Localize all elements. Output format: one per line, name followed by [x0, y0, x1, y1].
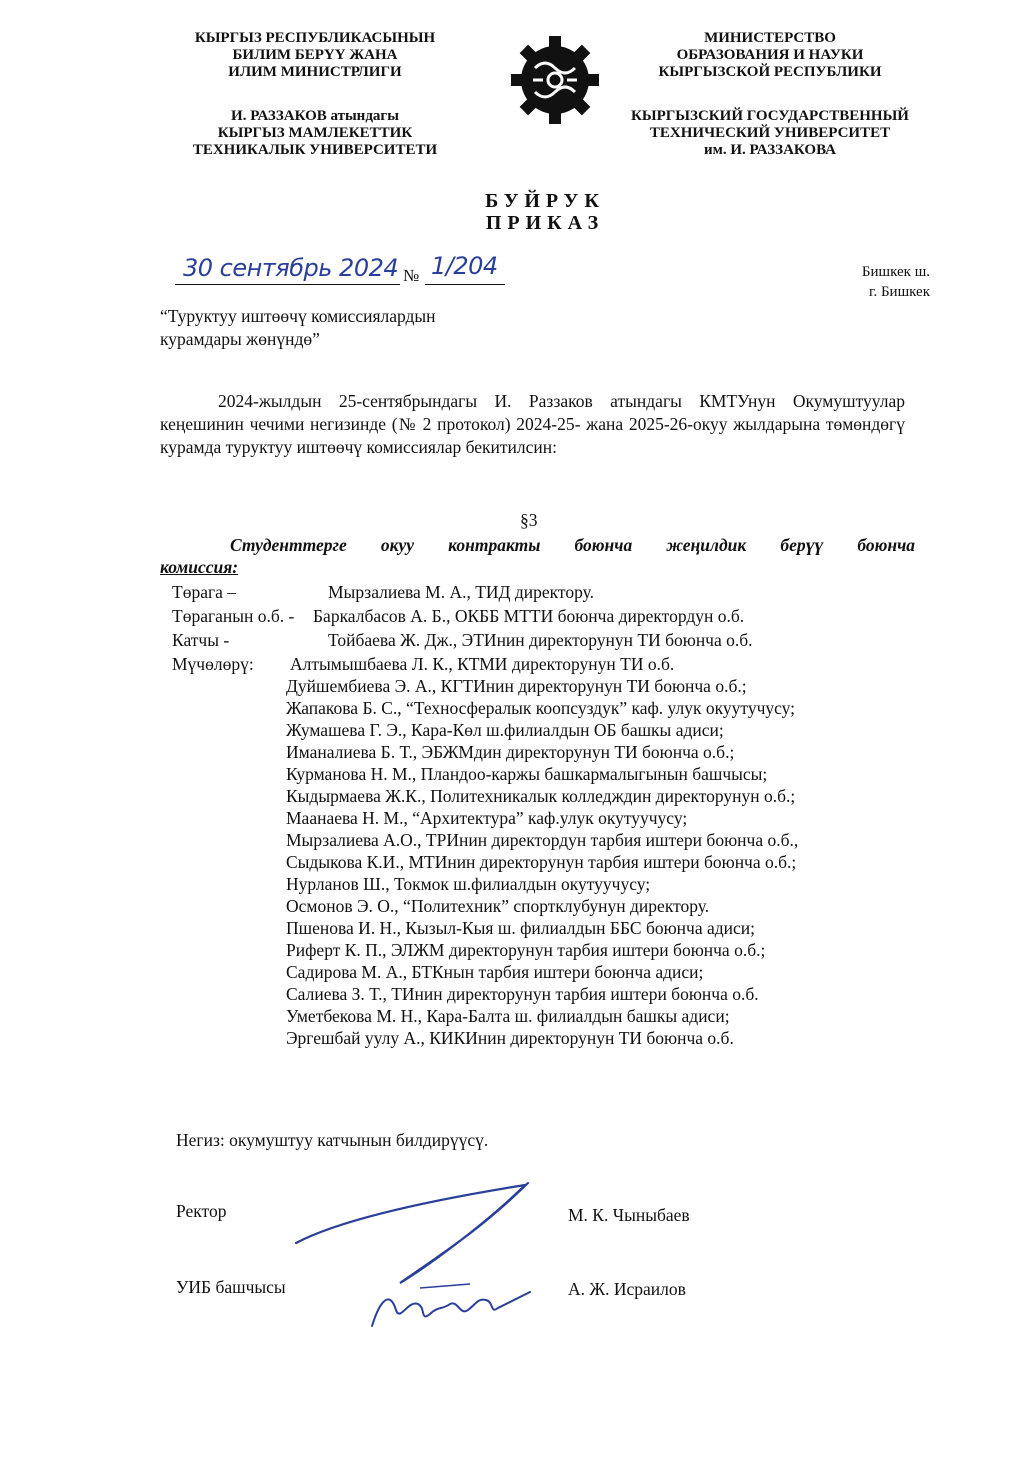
right-ministry-line-3: КЫРГЫЗСКОЙ РЕСПУБЛИКИ — [658, 64, 882, 80]
list-item: Нурланов Ш., Токмок ш.филиалдын окутуучусу; — [286, 874, 651, 894]
list-item: Жумашева Г. Э., Кара-Көл ш.филиалдын ОБ башкы адиси; — [286, 720, 724, 740]
right-university-line-3: им. И. РАЗЗАКОВА — [704, 142, 836, 158]
role-vice-chair — [172, 605, 294, 627]
document-title — [445, 190, 645, 234]
city-kg: Бишкек ш. — [861, 264, 930, 280]
list-item: Сыдыкова К.И., МТИнин директорунун тарбия иштери боюнча о.б.; — [286, 852, 797, 872]
role-secretary — [172, 629, 229, 651]
city-block — [820, 262, 930, 302]
subject-line-1: “Туруктуу иштөөчү комиссиялардын — [160, 306, 436, 326]
section-heading-line-1: Студенттерге окуу контракты боюнча жеңилдик берүү боюнча — [230, 535, 915, 555]
uib-handwritten-signature — [360, 1270, 540, 1340]
order-subject — [160, 305, 436, 351]
right-university-line-2: ТЕХНИЧЕСКИЙ УНИВЕРСИТЕТ — [649, 125, 891, 141]
role-chair-label: Төрага – — [172, 582, 237, 602]
role-chair — [172, 581, 236, 603]
role-vice-chair-person: Баркалбасов А. Б., ОКББ МТТИ боюнча директордун о.б. — [313, 606, 745, 626]
title-ru: ПРИКАЗ — [485, 212, 605, 234]
signature-rector-name: М. К. Чыныбаев — [568, 1205, 690, 1225]
list-item: Садирова М. А., БТКнын тарбия иштери боюнча адиси; — [286, 962, 704, 982]
order-date: 30 сентябрь 2024 — [183, 254, 399, 282]
members-label: Мүчөлөрү: — [172, 654, 254, 674]
right-ministry-line-1: МИНИСТЕРСТВО — [704, 30, 836, 46]
signature-uib-name: А. Ж. Исраилов — [568, 1279, 686, 1299]
signature-rector-title: Ректор — [176, 1201, 227, 1221]
basis-line: Негиз: окумуштуу катчынын билдирүүсү. — [176, 1130, 489, 1150]
list-item: Алтымышбаева Л. К., КТМИ директорунун ТИ о.б. — [290, 654, 675, 674]
list-item: Иманалиева Б. Т., ЭБЖМдин директорунун ТИ боюнча о.б.; — [286, 742, 735, 762]
signature-uib-title: УИБ башчысы — [176, 1277, 286, 1297]
list-item: Дуйшембиева Э. А., КГТИнин директорунун ТИ боюнча о.б.; — [286, 676, 747, 696]
right-ministry-line-2: ОБРАЗОВАНИЯ И НАУКИ — [676, 47, 864, 63]
section-number: §3 — [520, 510, 538, 530]
role-vice-chair-label: Төраганын о.б. - — [172, 606, 295, 626]
list-item: Мырзалиева А.О., ТРИнин директордун тарбия иштери боюнча о.б., — [286, 830, 799, 850]
section-heading-line-2: комиссия: — [160, 557, 239, 577]
city-ru: г. Бишкек — [868, 284, 930, 300]
list-item: Пшенова И. Н., Кызыл-Кыя ш. филиалдын ББС боюнча адиси; — [286, 918, 756, 938]
left-university-line-2: КЫРГЫЗ МАМЛЕКЕТТИК — [217, 125, 413, 141]
role-secretary-label: Катчы - — [172, 630, 230, 650]
left-ministry-line-2: БИЛИМ БЕРҮҮ ЖАНА — [232, 47, 398, 63]
left-university-line-1: И. РАЗЗАКОВ атындагы — [231, 108, 399, 124]
header-right — [600, 30, 940, 159]
list-item: Жапакова Б. С., “Техносфералык коопсуздук” каф. улук окуутучусу; — [286, 698, 796, 718]
number-sign: № — [403, 266, 420, 285]
order-number: 1/204 — [431, 252, 498, 280]
members-list — [286, 653, 798, 1049]
right-university-line-1: КЫРГЫЗСКИЙ ГОСУДАРСТВЕННЫЙ — [631, 108, 909, 124]
gear-ornament-emblem-icon — [505, 30, 605, 130]
intro-paragraph: 2024-жылдын 25-сентябрындагы И. Раззаков атындагы КМТУнун Окумуштуулар кеңешинин чечими негизинде (№ 2 протокол) 2024-25- жана 2025-26-окуу жылдарына төмөндөгү курамда туруктуу иштөөчү комиссиялар бекитилсин: — [160, 391, 905, 457]
list-item: Уметбекова М. Н., Кара-Балта ш. филиалдын башкы адиси; — [286, 1006, 730, 1026]
date-number-line — [175, 252, 535, 292]
left-ministry-line-1: КЫРГЫЗ РЕСПУБЛИКАСЫНЫН — [194, 30, 436, 46]
list-item: Курманова Н. М., Пландоо-каржы башкармалыгынын башчысы; — [286, 764, 768, 784]
subject-line-2: курамдары жөнүндө” — [160, 329, 320, 349]
list-item: Маанаева Н. М., “Архитектура” каф.улук окутуучусу; — [286, 808, 688, 828]
role-secretary-person: Тойбаева Ж. Дж., ЭТИнин директорунун ТИ боюнча о.б. — [328, 630, 753, 650]
list-item: Эргешбай уулу А., КИКИнин директорунун ТИ боюнча о.б. — [286, 1028, 734, 1048]
list-item: Риферт К. П., ЭЛЖМ директорунун тарбия иштери боюнча о.б.; — [286, 940, 766, 960]
title-kg: БУЙРУК — [485, 190, 605, 212]
left-university-line-3: ТЕХНИКАЛЫК УНИВЕРСИТЕТИ — [192, 142, 438, 158]
list-item: Салиева З. Т., ТИнин директорунун тарбия иштери боюнча о.б. — [286, 984, 759, 1004]
list-item: Осмонов Э. О., “Политехник” спортклубунун директору. — [286, 896, 710, 916]
role-chair-person: Мырзалиева М. А., ТИД директору. — [328, 582, 594, 602]
left-ministry-line-3: ИЛИМ МИНИСТРЛИГИ — [228, 64, 402, 80]
header-left — [150, 30, 480, 159]
list-item: Кыдырмаева Ж.К., Политехникалык колледждин директорунун о.б.; — [286, 786, 796, 806]
